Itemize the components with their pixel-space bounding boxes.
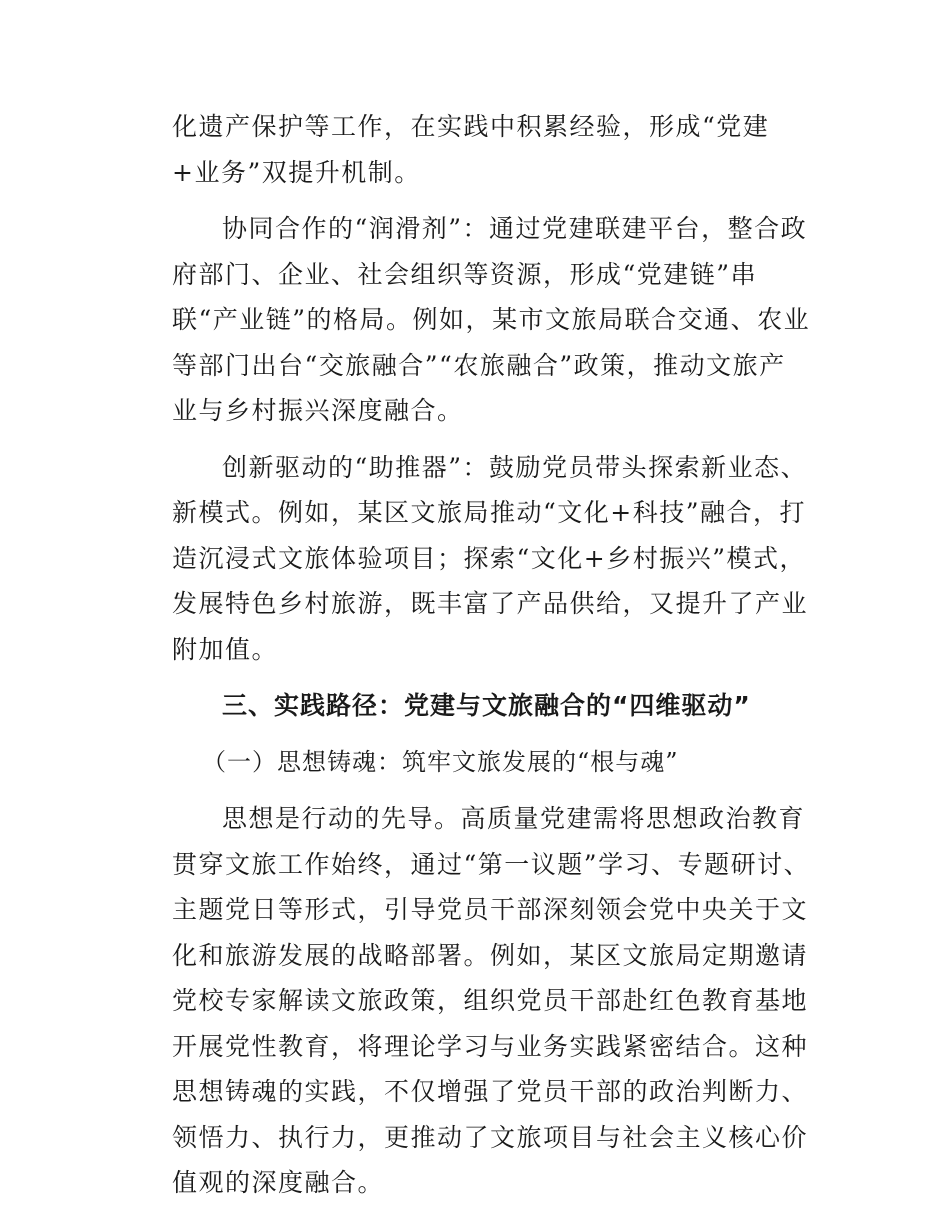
paragraph-innovation: 创新驱动的“助推器”：鼓励党员带头探索新业态、新模式。例如，某区文旅局推动“文化+科技”融合，打造沉浸式文旅体验项目；探索“文化+乡村振兴”模式，发展特色乡村旅游，既丰富了产品供给，又提升了产业附加值。 [172, 452, 809, 664]
document-body [172, 104, 812, 1206]
subsection-heading: （一）思想铸魂：筑牢文旅发展的“根与魂” [202, 747, 679, 776]
paragraph-ideology: 思想是行动的先导。高质量党建需将思想政治教育贯穿文旅工作始终，通过“第一议题”学习、专题研讨、主题党日等形式，引导党员干部深刻领会党中央关于文化和旅游发展的战略部署。例如，某区文旅局定期邀请党校专家解读文旅政策，组织党员干部赴红色教育基地开展党性教育，将理论学习与业务实践紧密结合。这种思想铸魂的实践，不仅增强了党员干部的政治判断力、领悟力、执行力，更推动了文旅项目与社会主义核心价值观的深度融合。 [172, 804, 811, 1197]
section-heading: 三、实践路径：党建与文旅融合的“四维驱动” [222, 691, 751, 720]
paragraph-collaboration: 协同合作的“润滑剂”：通过党建联建平台，整合政府部门、企业、社会组织等资源，形成“党建链”串联“产业链”的格局。例如，某市文旅局联合交通、农业等部门出台“交旅融合”“农旅融合”政策，推动文旅产业与乡村振兴深度融合。 [172, 214, 811, 425]
paragraph-continuation: 化遗产保护等工作，在实践中积累经验，形成“党建+业务”双提升机制。 [172, 112, 770, 187]
